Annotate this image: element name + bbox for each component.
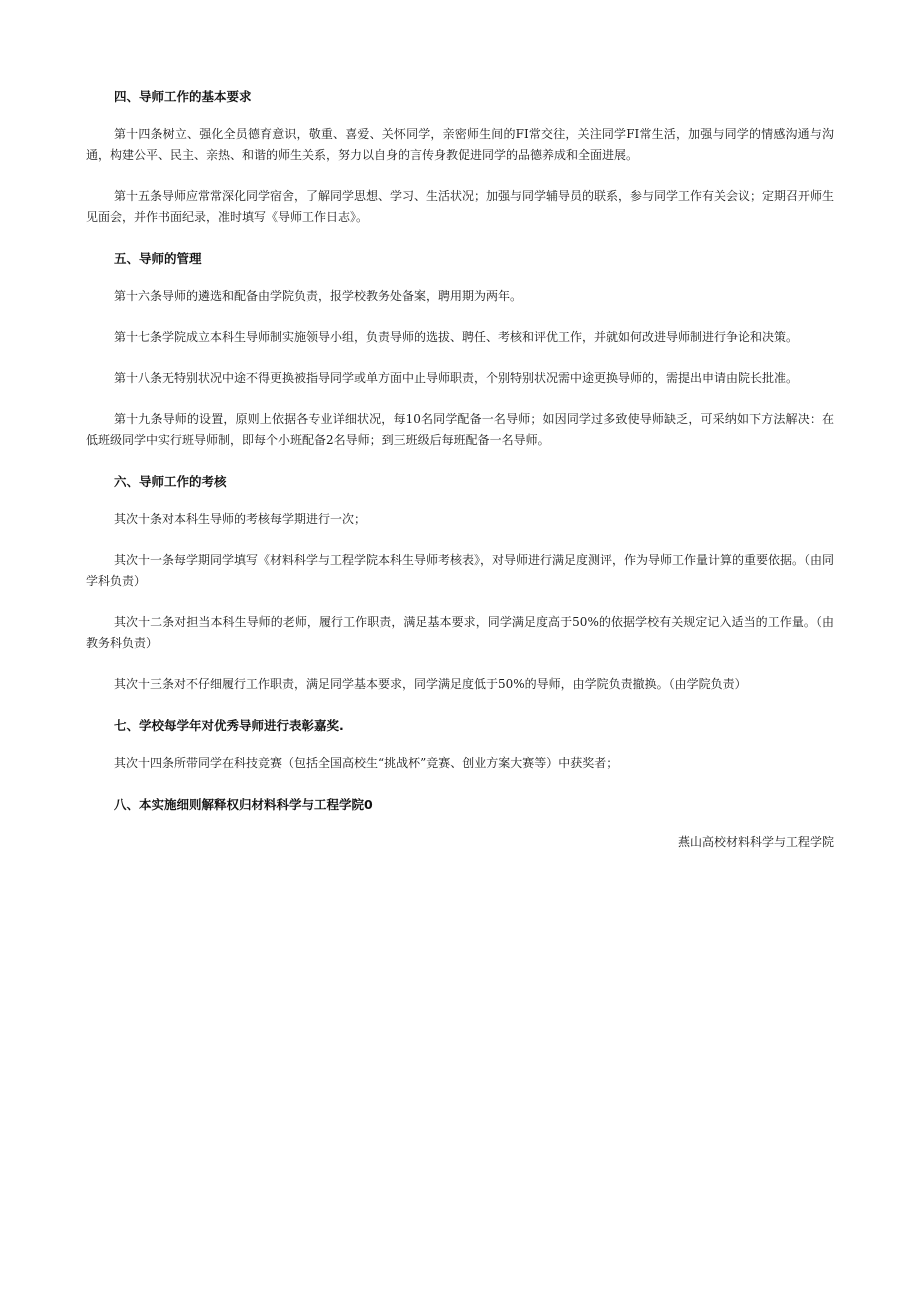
signature: 燕山高校材料科学与工程学院 [677, 835, 834, 849]
article-18: 第十八条无特别状况中途不得更换被指导同学或单方面中止导师职责，个别特别状况需中途更换导师的，需提出申请由院长批准。 [114, 371, 799, 385]
section-heading-8: 八、本实施细则解释权归材料科学与工程学院0 [114, 797, 373, 812]
article-16: 第十六条导师的遴选和配备由学院负责，报学校教务处备案，聘用期为两年。 [114, 289, 523, 303]
section-heading-7: 七、学校每学年对优秀导师进行表彰嘉奖. [114, 718, 344, 733]
document-body [86, 86, 834, 853]
article-20: 其次十条对本科生导师的考核每学期进行一次； [114, 512, 367, 526]
article-15: 第十五条导师应常常深化同学宿舍，了解同学思想、学习、生活状况；加强与同学辅导员的联系，参与同学工作有关会议；定期召开师生见面会，并作书面纪录，准时填写《导师工作日志》。 [86, 189, 835, 224]
article-23: 其次十三条对不仔细履行工作职责，满足同学基本要求，同学满足度低于50%的导师，由学院负责撤换。（由学院负责） [114, 677, 747, 691]
article-22: 其次十二条对担当本科生导师的老师，履行工作职责，满足基本要求，同学满足度高于50%的依据学校有关规定记入适当的工作量。（由教务科负责） [86, 615, 834, 650]
article-19: 第十九条导师的设置，原则上依据各专业详细状况，每10名同学配备一名导师；如因同学过多致使导师缺乏，可采纳如下方法解决：在低班级同学中实行班导师制，即每个小班配备2名导师；到三班级后每班配备一名导师。 [86, 412, 834, 447]
section-heading-6: 六、导师工作的考核 [114, 474, 227, 489]
article-14: 第十四条树立、强化全员德育意识，敬重、喜爱、关怀同学，亲密师生间的FI常交往，关注同学FI常生活，加强与同学的情感沟通与沟通，构建公平、民主、亲热、和谐的师生关系，努力以自身的言传身教促进同学的品德养成和全面进展。 [86, 127, 834, 162]
article-21: 其次十一条每学期同学填写《材料科学与工程学院本科生导师考核表》，对导师进行满足度测评，作为导师工作量计算的重要依据。（由同学科负责） [86, 553, 835, 588]
section-heading-5: 五、导师的管理 [114, 251, 202, 266]
section-heading-4: 四、导师工作的基本要求 [114, 89, 252, 104]
article-24: 其次十四条所带同学在科技竞赛（包括全国高校生“挑战杯”竞赛、创业方案大赛等）中获奖者； [114, 756, 619, 770]
article-17: 第十七条学院成立本科生导师制实施领导小组，负责导师的选拔、聘任、考核和评优工作，并就如何改进导师制进行争论和决策。 [114, 330, 799, 344]
